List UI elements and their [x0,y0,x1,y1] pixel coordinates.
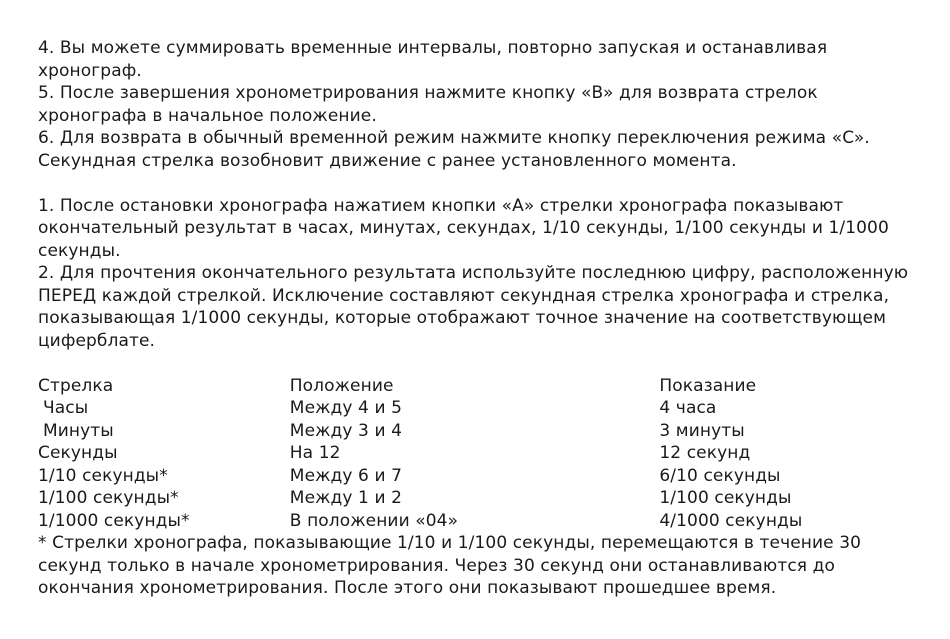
document-body [38,37,918,600]
table-row [38,487,918,510]
footnote-paragraph: * Стрелки хронографа, показывающие 1/10 и 1/100 секунды, перемещаются в течение 30 секунд только в начале хронометрирования. Через 30 секунд они останавливаются до окончания хронометрирования. После этого они показывают прошедшее время. [38,533,862,598]
header-position: Положение [289,375,394,396]
hands-reading-table [38,375,918,533]
step-6-paragraph: 6. Для возврата в обычный временной режим нажмите кнопку переключения режима «C». Секундная стрелка возобновит движение с ранее установленного момента. [38,128,870,171]
spacer [38,352,918,375]
cell-position: Между 1 и 2 [289,488,403,508]
cell-reading: 4 часа [659,398,717,418]
cell-position: Между 4 и 5 [289,398,403,418]
cell-reading: 3 минуты [659,420,745,441]
cell-hand: Часы [43,398,89,418]
cell-reading: 6/10 секунды [659,465,781,486]
table-row [38,510,918,533]
cell-hand: Секунды [38,443,118,463]
cell-reading: 1/100 секунды [659,488,792,508]
reading-step-1-paragraph: 1. После остановки хронографа нажатием кнопки «A» стрелки хронографа показывают окончательный результат в часах, минутах, секундах, 1/10 секунды, 1/100 секунды и 1/1000 секунды. [38,195,889,261]
cell-hand: 1/10 секунды* [38,465,168,486]
cell-position: Между 3 и 4 [289,420,403,441]
table-row [38,442,918,465]
step-4-paragraph: 4. Вы можете суммировать временные интервалы, повторно запуская и останавливая хронограф. [38,38,828,81]
header-hand: Стрелка [38,375,114,396]
cell-hand: 1/1000 секунды* [38,510,190,531]
cell-reading: 12 секунд [659,443,751,463]
table-header-row [38,375,918,398]
cell-position: В положении «04» [289,510,459,531]
step-5-paragraph: 5. После завершения хронометрирования нажмите кнопку «B» для возврата стрелок хронографа в начальное положение. [38,83,818,126]
cell-position: Между 6 и 7 [289,465,403,486]
cell-reading: 4/1000 секунды [659,510,803,531]
table-row [38,420,918,443]
header-reading: Показание [659,375,757,396]
cell-hand: Минуты [43,420,114,441]
reading-step-2-paragraph: 2. Для прочтения окончательного результата используйте последнюю цифру, расположенную ПЕРЕД каждой стрелкой. Исключение составляют секундная стрелка хронографа и стрелка, показывающая 1/1000 секунды, которые отображают точное значение на соответствующем циферблате. [38,263,909,351]
cell-position: На 12 [289,443,341,463]
table-row [38,465,918,488]
table-row [38,397,918,420]
cell-hand: 1/100 секунды* [38,488,179,508]
spacer [38,172,918,195]
